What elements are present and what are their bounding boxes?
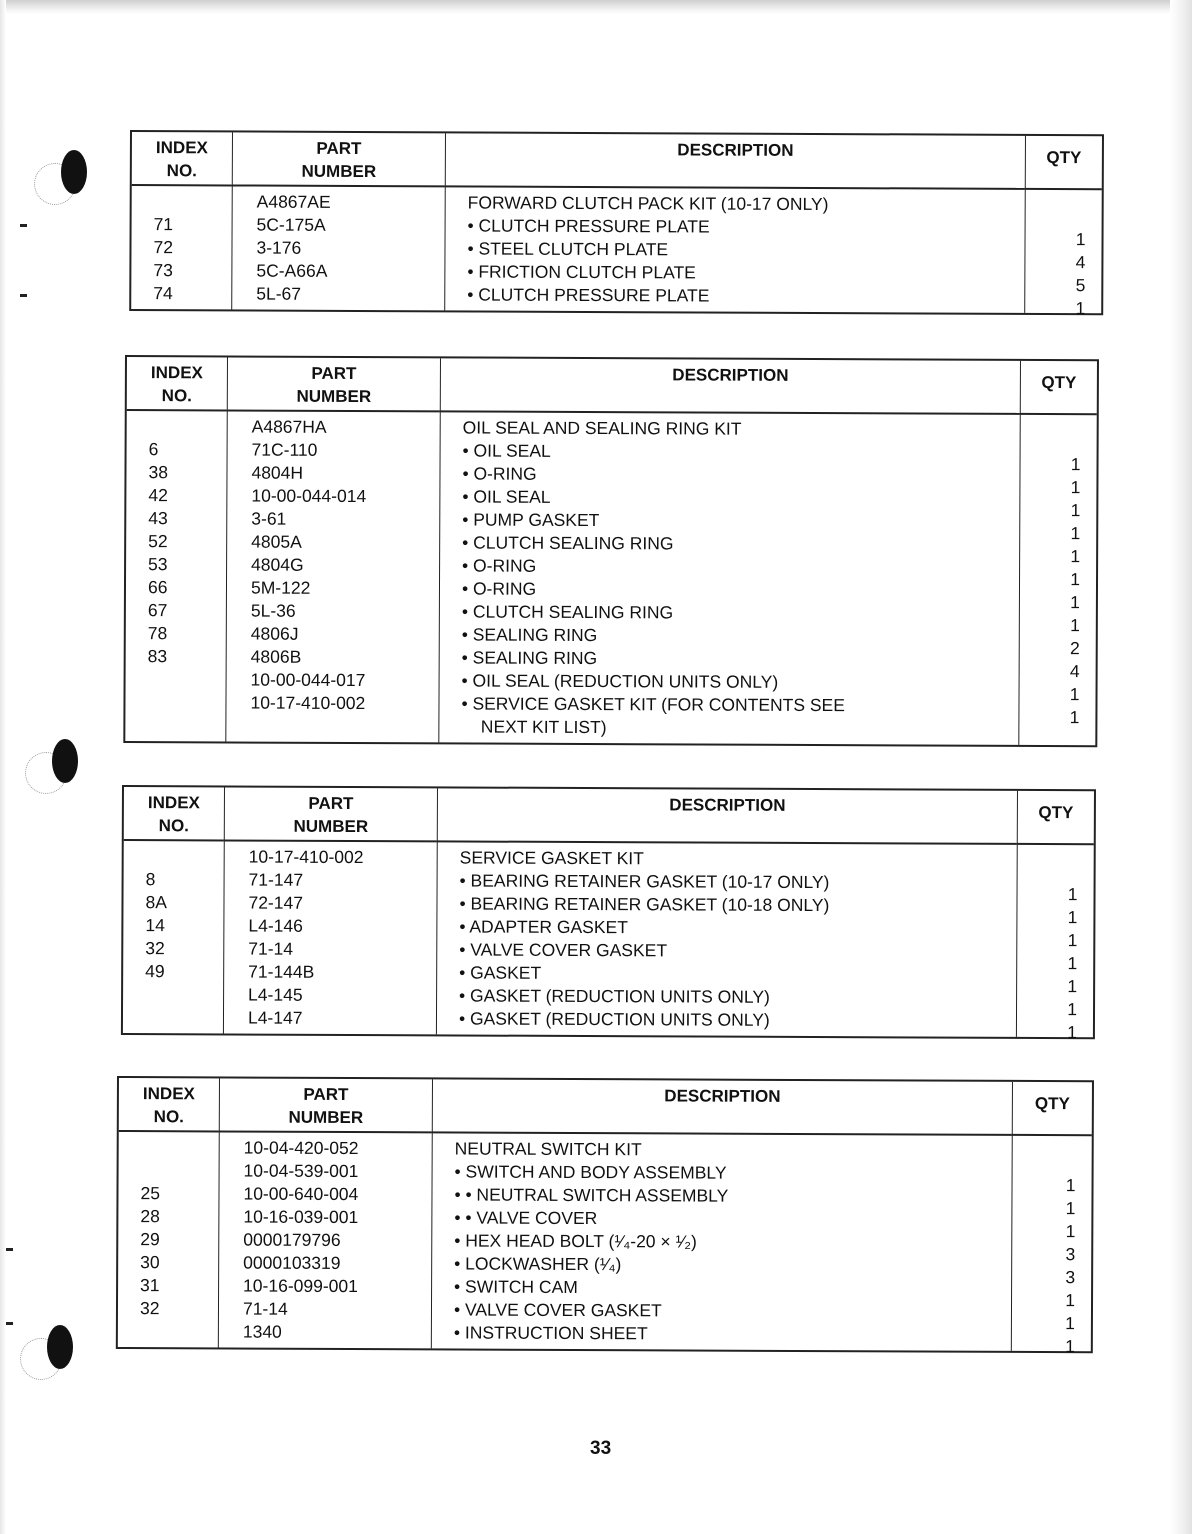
cell-part: 10-04-420-052 [243,1137,359,1159]
cell-index [123,1006,223,1029]
cell-part: 10-00-640-004 [243,1183,359,1205]
cell-index: 43 [148,508,168,529]
cell-desc: • HEX HEAD BOLT (¹⁄₄-20 × ¹⁄₂) [454,1230,697,1252]
cell-desc: • SEALING RING [461,647,598,669]
cell-index: 8A [145,892,167,913]
cell-desc: • GASKET (REDUCTION UNITS ONLY) [458,1008,770,1030]
cell-part: 4804G [251,554,304,575]
cell-index [124,845,224,868]
cell-qty: 1 [1069,707,1080,728]
cell-index: 32 [139,1298,160,1319]
cell-qty: 1 [1065,1198,1076,1219]
part-number-column [225,411,439,742]
cell-qty: 1 [1075,298,1086,319]
qty-header [1025,136,1102,190]
cell-index: 25 [140,1183,161,1204]
index-column [123,841,224,1033]
qty-header [1012,1082,1092,1136]
cell-desc: • O-RING [462,555,537,576]
index-no-header [132,132,232,186]
description-header [440,358,1020,415]
header-label: NUMBER [301,161,377,182]
cell-desc: • SWITCH CAM [454,1276,578,1298]
header-label: NO. [166,161,197,181]
cell-part: 5C-A66A [256,260,328,281]
cell-index: 73 [153,260,173,281]
cell-part: 10-16-039-001 [243,1206,359,1228]
cell-index [119,1136,219,1159]
cell-qty: 1 [1067,884,1078,905]
cell-qty: 1 [1065,1336,1075,1357]
cell-index: 49 [145,961,165,982]
cell-part: A4867HA [251,416,327,437]
cell-index: 66 [147,577,168,598]
cell-index [127,415,227,438]
cell-part: 4804H [251,462,304,483]
scan-mark [20,294,27,297]
cell-part: L4-146 [248,915,303,936]
cell-part: 72-147 [248,892,304,913]
cell-index: 71 [153,214,174,235]
cell-qty: 1 [1070,523,1081,544]
cell-part: 3-176 [256,237,302,258]
cell-qty [1026,205,1102,228]
cell-desc: • • NEUTRAL SWITCH ASSEMBLY [454,1184,729,1206]
description-header [437,788,1017,845]
description-column [438,412,1019,745]
parts-kit-table [123,355,1099,747]
cell-index: 38 [148,462,169,483]
cell-desc: NEUTRAL SWITCH KIT [454,1138,642,1160]
cell-part: L4-145 [248,984,303,1005]
qty-header [1020,361,1097,415]
header-label: INDEX [147,793,200,813]
cell-qty: 1 [1065,1313,1075,1334]
cell-desc: • VALVE COVER GASKET [459,939,668,961]
binder-hole-icon [25,752,67,794]
header-label: NUMBER [296,386,372,407]
cell-index: 67 [147,600,168,621]
cell-part: 1340 [242,1321,282,1342]
cell-part: 5M-122 [250,577,311,598]
header-label: DESCRIPTION [677,140,794,160]
cell-part: A4867AE [256,191,331,212]
header-label: NO. [153,1107,184,1127]
cell-qty: 4 [1075,252,1086,273]
cell-desc: • BEARING RETAINER GASKET (10-17 ONLY) [459,870,830,893]
cell-index [125,691,225,714]
cell-part: 71C-110 [251,439,318,460]
cell-part: 71-144B [248,961,315,982]
header-label: PART [303,1084,349,1105]
cell-desc: • CLUTCH SEALING RING [461,601,674,623]
cell-desc: NEXT KIT LIST) [461,716,607,738]
parts-kit-table [121,785,1096,1043]
cell-qty [1019,729,1095,752]
cell-desc: FORWARD CLUTCH PACK KIT (10-17 ONLY) [467,192,829,215]
part-number-header [224,787,437,842]
binder-hole-icon [20,1338,62,1380]
cell-qty: 3 [1065,1267,1076,1288]
part-number-column [218,1132,432,1348]
cell-desc: • SERVICE GASKET KIT (FOR CONTENTS SEE [461,693,845,716]
cell-qty: 5 [1075,275,1086,296]
cell-desc: SERVICE GASKET KIT [459,847,644,869]
cell-part: 5L-36 [250,600,296,621]
cell-index: 83 [147,646,168,667]
cell-qty: 1 [1070,569,1081,590]
description-header [445,133,1025,190]
index-no-header [119,1078,219,1132]
binder-hole-icon [34,163,76,205]
parts-kit-table [129,130,1104,319]
cell-part: 10-17-410-002 [250,692,366,714]
cell-qty: 1 [1067,999,1078,1020]
cell-qty: 1 [1065,1175,1076,1196]
header-label: PART [308,793,354,814]
cell-part: 10-17-410-002 [248,846,364,868]
cell-index: 29 [140,1229,160,1250]
cell-desc: • FRICTION CLUTCH PLATE [467,261,696,283]
cell-part: 10-00-044-014 [251,485,367,507]
page-number: 33 [590,1438,612,1459]
cell-index: 72 [153,237,174,258]
cell-desc: • O-RING [462,463,537,484]
cell-index [119,1159,219,1182]
cell-desc: • GASKET (REDUCTION UNITS ONLY) [459,985,770,1007]
cell-desc: • BEARING RETAINER GASKET (10-18 ONLY) [459,893,830,916]
cell-qty: 1 [1067,930,1078,951]
cell-qty: 1 [1070,615,1080,636]
cell-desc: • OIL SEAL [462,486,551,507]
cell-qty: 1 [1070,546,1081,567]
index-no-header [124,787,224,841]
header-label: NO. [158,816,189,836]
cell-index [132,190,232,213]
qty-column [1024,190,1102,319]
part-number-header [227,357,440,412]
cell-desc: OIL SEAL AND SEALING RING KIT [462,417,742,439]
description-column [436,842,1017,1037]
description-header [432,1079,1012,1136]
cell-index [126,668,226,691]
cell-desc: • GASKET [459,962,542,983]
cell-qty: 1 [1067,1022,1077,1043]
cell-part: 71-14 [248,938,294,959]
qty-header [1017,791,1094,845]
header-label: INDEX [150,363,203,383]
cell-desc: • PUMP GASKET [462,509,600,531]
cell-qty [1013,1151,1092,1174]
cell-qty: 1 [1067,976,1078,997]
cell-desc: • VALVE COVER GASKET [453,1299,662,1321]
scan-mark [6,1248,13,1251]
cell-qty: 1 [1070,477,1081,498]
cell-index: 78 [147,623,168,644]
cell-index: 6 [148,439,159,460]
cell-part: 10-16-099-001 [243,1275,358,1297]
header-label: NUMBER [293,816,369,837]
qty-column [1018,415,1096,745]
index-column [131,186,232,309]
header-label: PART [311,363,357,384]
cell-desc: • STEEL CLUTCH PLATE [467,238,669,260]
index-column [125,411,226,741]
scan-left-edge [0,0,6,1534]
cell-qty: 1 [1067,953,1078,974]
cell-part: 4805A [251,531,302,552]
cell-qty: 1 [1070,500,1081,521]
qty-column [1016,845,1094,1043]
header-label: DESCRIPTION [672,365,789,385]
cell-part: L4-147 [247,1007,303,1028]
cell-qty: 1 [1070,454,1081,475]
cell-part: 5L-67 [256,283,302,304]
cell-index: 42 [148,485,168,506]
cell-desc: • CLUTCH SEALING RING [462,532,674,554]
header-label: PART [316,138,362,159]
cell-index: 8 [145,869,156,890]
cell-part: 5C-175A [256,214,326,235]
cell-index [123,983,223,1006]
cell-qty: 1 [1065,1290,1076,1311]
part-number-header [232,132,445,187]
parts-kit-table [116,1076,1094,1357]
cell-desc: • SWITCH AND BODY ASSEMBLY [454,1161,727,1183]
cell-part: 71-147 [248,869,304,890]
cell-desc: • LOCKWASHER (¹⁄₄) [454,1253,622,1275]
qty-column [1011,1136,1092,1357]
scan-right-edge [1170,0,1192,1534]
cell-qty: 1 [1075,229,1086,250]
cell-qty: 2 [1069,638,1080,659]
cell-qty: 1 [1067,907,1078,928]
scan-mark [20,224,27,227]
cell-part: 4806B [250,646,302,667]
cell-qty: 1 [1065,1221,1076,1242]
cell-desc: • INSTRUCTION SHEET [453,1322,648,1344]
cell-qty: 4 [1069,661,1080,682]
header-label: DESCRIPTION [664,1086,781,1106]
cell-part: 4806J [250,623,299,644]
header-label: QTY [1041,372,1077,393]
index-no-header [127,357,227,411]
cell-index [125,714,225,737]
header-label: NO. [161,386,192,406]
scan-mark [6,1322,13,1325]
header-label: INDEX [155,138,208,158]
cell-index: 31 [140,1275,160,1296]
cell-desc: • O-RING [461,578,537,599]
header-label: QTY [1034,1094,1070,1114]
cell-part [226,714,438,738]
cell-part: 0000103319 [243,1252,341,1273]
header-label: QTY [1046,147,1082,168]
cell-part: 10-00-044-017 [250,669,366,691]
cell-index: 30 [140,1252,160,1273]
cell-desc: • ADAPTER GASKET [459,916,628,938]
part-number-column [223,841,437,1034]
cell-desc: • OIL SEAL [462,440,551,461]
header-label: INDEX [142,1084,195,1104]
cell-index: 14 [145,915,165,936]
cell-index: 52 [148,531,168,552]
cell-desc: • CLUTCH PRESSURE PLATE [467,284,710,306]
header-label: NUMBER [288,1107,364,1128]
cell-desc: • • VALVE COVER [454,1207,598,1229]
cell-qty [1021,430,1097,453]
cell-qty: 3 [1065,1244,1076,1265]
header-label: DESCRIPTION [669,795,786,815]
cell-desc: • CLUTCH PRESSURE PLATE [467,215,710,237]
description-column [444,187,1025,313]
header-label: QTY [1038,802,1074,823]
cell-part: 3-61 [251,508,287,529]
cell-qty: 1 [1069,684,1080,705]
part-number-column [231,186,445,310]
scan-top-shadow [0,0,1192,14]
description-column [431,1133,1012,1351]
cell-index: 74 [153,283,173,304]
cell-desc: • OIL SEAL (REDUCTION UNITS ONLY) [461,670,779,692]
cell-qty [1018,860,1094,883]
cell-qty: 1 [1070,592,1080,613]
cell-index [118,1320,218,1343]
index-column [118,1132,219,1347]
cell-desc: • SEALING RING [461,624,598,646]
cell-part: 10-04-539-001 [243,1160,359,1182]
cell-index: 53 [148,554,168,575]
cell-part: 0000179796 [243,1229,341,1250]
cell-index: 32 [145,938,165,959]
part-number-header [219,1078,432,1133]
cell-part: 71-14 [242,1298,288,1319]
cell-index: 28 [140,1206,160,1227]
